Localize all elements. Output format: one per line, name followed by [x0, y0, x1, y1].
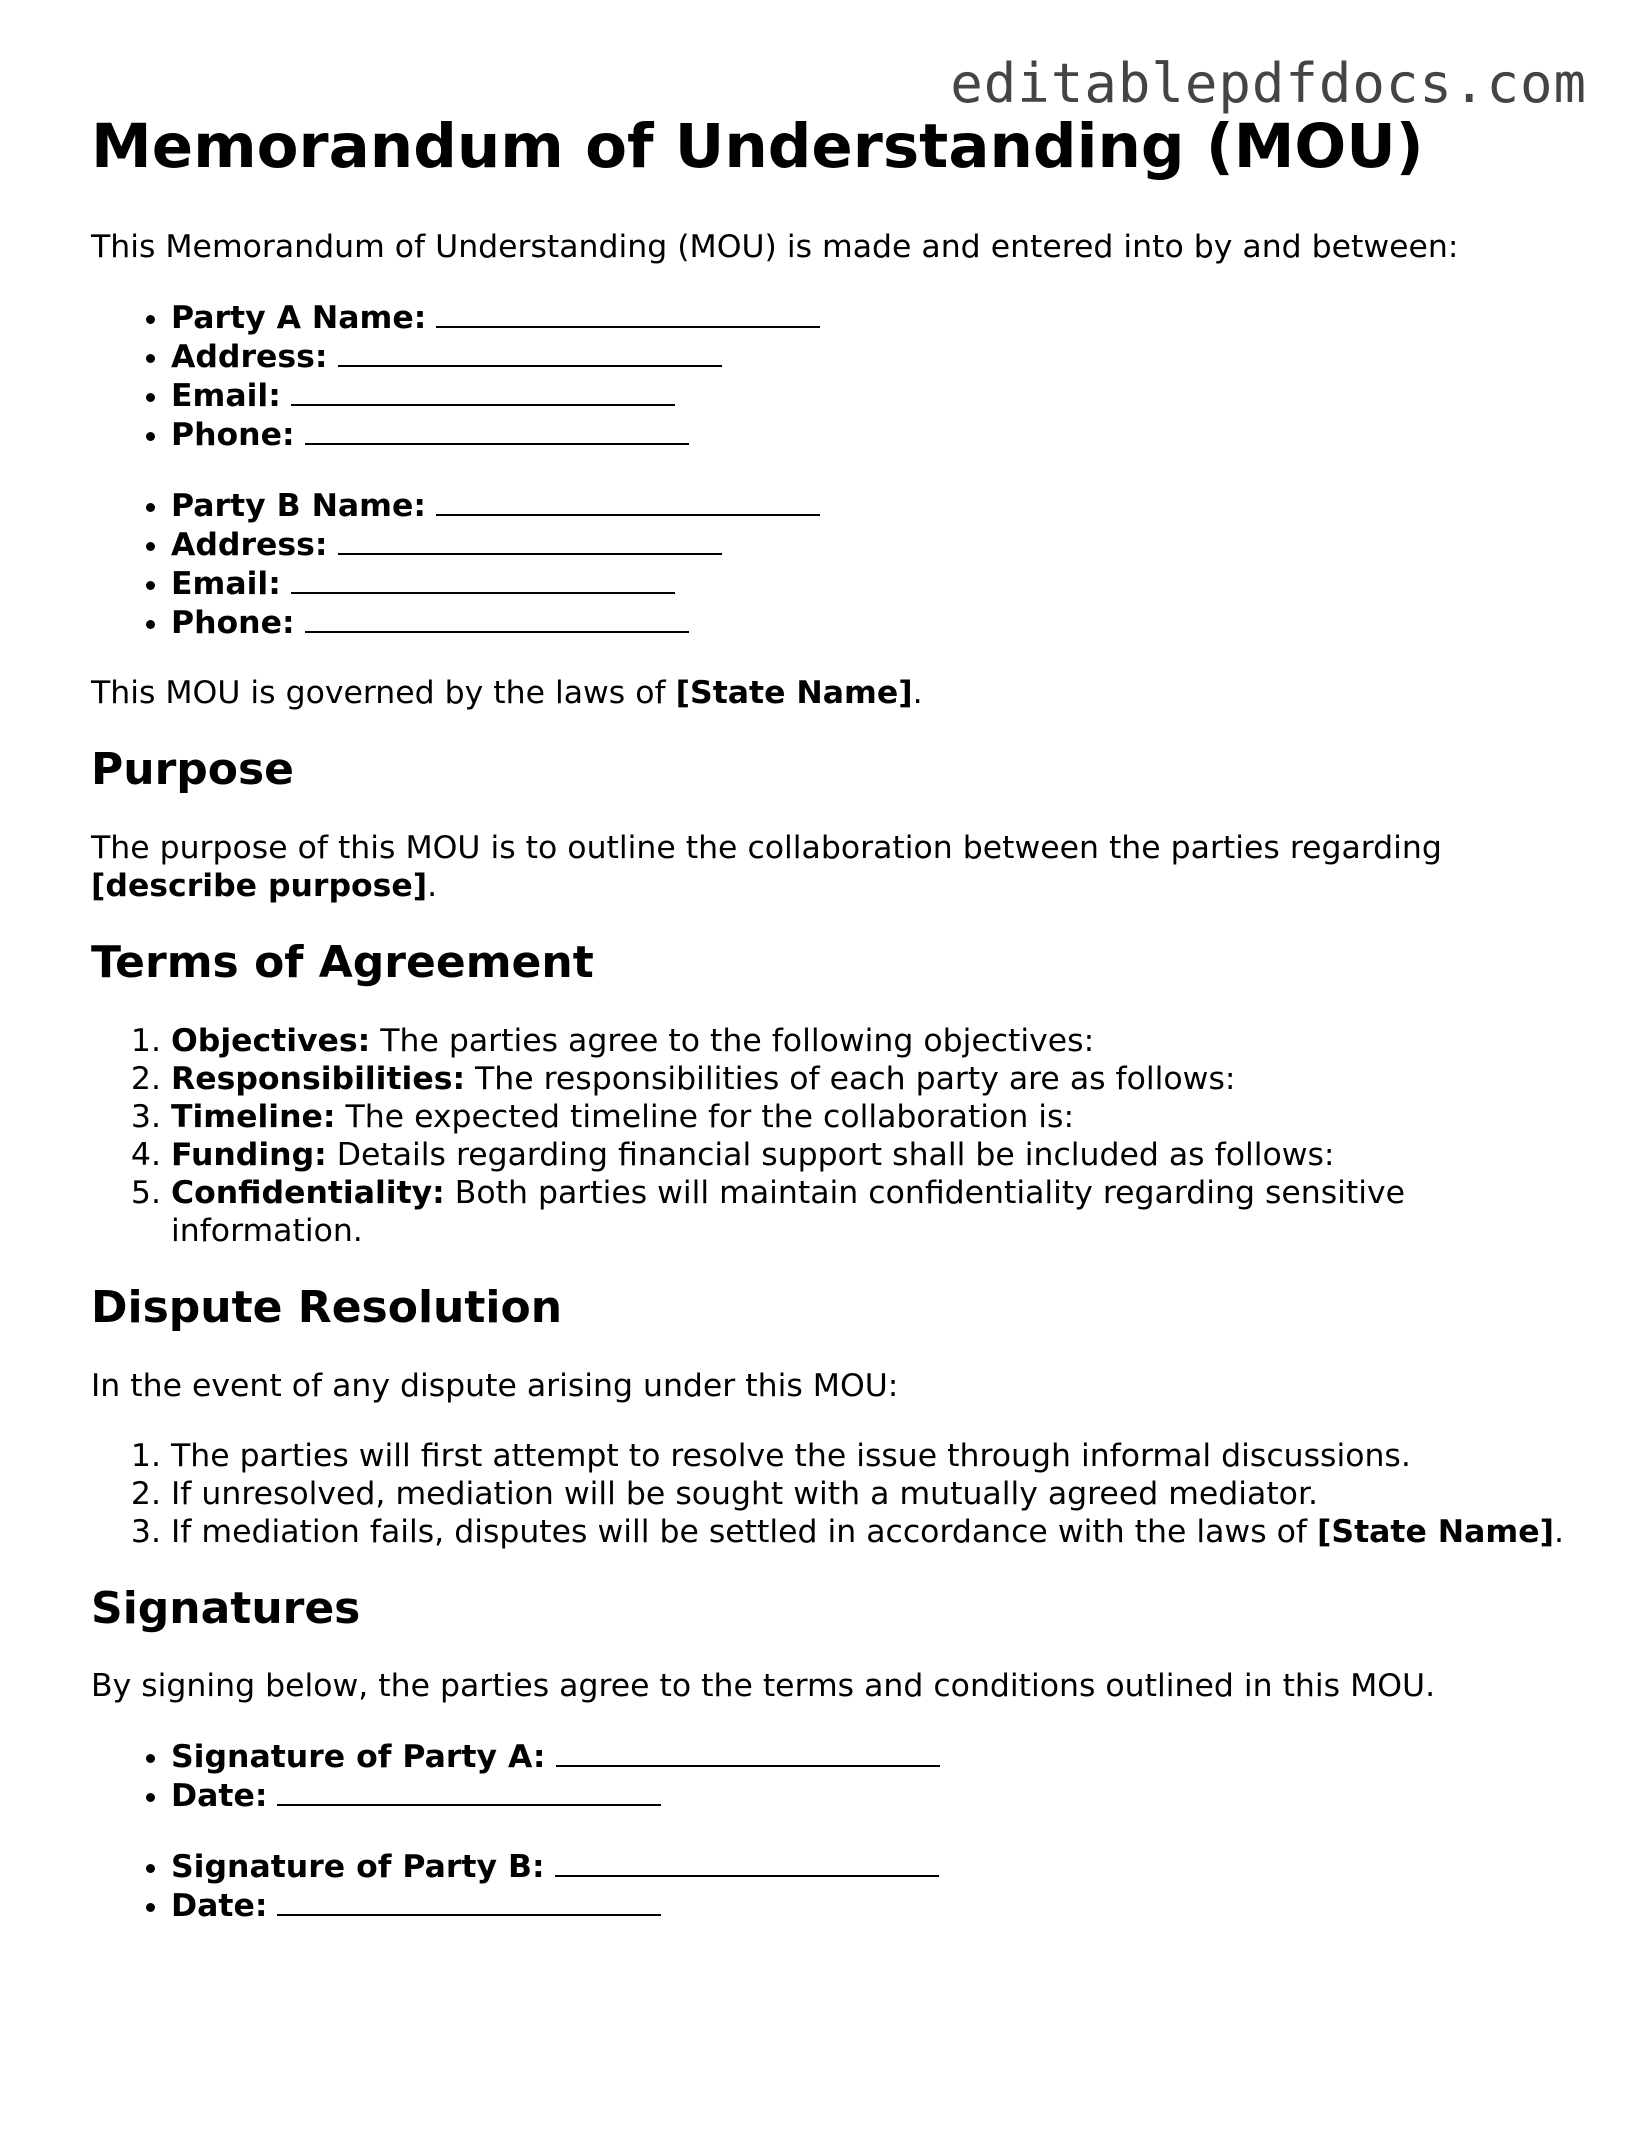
date-field: • Date:: [171, 1776, 1571, 1815]
blank-line[interactable]: [556, 1737, 940, 1767]
party-a-address-field: • Address:: [171, 337, 1571, 376]
party-b-address-field: • Address:: [171, 525, 1571, 564]
party-a-name-field: • Party A Name:: [171, 298, 1571, 337]
document-title: Memorandum of Understanding (MOU): [91, 111, 1424, 182]
dispute-item: 1. The parties will first attempt to resolve the issue through informal discussions.: [171, 1437, 1571, 1475]
terms-item: 2. Responsibilities: The responsibilities of each party are as follows:: [171, 1060, 1571, 1098]
signature-field: • Signature of Party B:: [171, 1847, 1571, 1886]
blank-line[interactable]: [305, 603, 689, 633]
party-a-fields: [91, 298, 1571, 454]
terms-heading: Terms of Agreement: [91, 936, 594, 988]
blank-line[interactable]: [291, 564, 675, 594]
date-field: • Date:: [171, 1886, 1571, 1925]
governing-law-paragraph: This MOU is governed by the laws of [State Name].: [91, 675, 923, 712]
signature-party-b: [91, 1847, 1571, 1925]
signatures-intro: By signing below, the parties agree to the terms and conditions outlined in this MOU.: [91, 1668, 1436, 1705]
signature-field: • Signature of Party A:: [171, 1737, 1571, 1776]
terms-item: 4. Funding: Details regarding financial support shall be included as follows:: [171, 1136, 1571, 1174]
blank-line[interactable]: [277, 1776, 661, 1806]
dispute-heading: Dispute Resolution: [91, 1281, 563, 1333]
terms-item: 5. Confidentiality: Both parties will maintain confidentiality regarding sensitive information.: [171, 1174, 1571, 1250]
terms-list: [91, 1022, 1571, 1250]
party-b-fields: [91, 486, 1571, 642]
blank-line[interactable]: [291, 376, 675, 406]
document-page: [91, 112, 1571, 1957]
purpose-paragraph: The purpose of this MOU is to outline the collaboration between the parties regarding [describe purpose].: [91, 829, 1442, 904]
blank-line[interactable]: [555, 1847, 939, 1877]
signatures-heading: Signatures: [91, 1582, 361, 1634]
party-b-phone-field: • Phone:: [171, 603, 1571, 642]
party-b-name-field: • Party B Name:: [171, 486, 1571, 525]
watermark: editablepdfdocs.com: [950, 52, 1587, 115]
party-a-phone-field: • Phone:: [171, 415, 1571, 454]
blank-line[interactable]: [277, 1886, 661, 1916]
dispute-list: [91, 1437, 1571, 1551]
blank-line[interactable]: [436, 486, 820, 516]
blank-line[interactable]: [338, 337, 722, 367]
party-a-email-field: • Email:: [171, 376, 1571, 415]
blank-line[interactable]: [436, 298, 820, 328]
dispute-item: 3. If mediation fails, disputes will be settled in accordance with the laws of [State Name].: [171, 1513, 1571, 1551]
terms-item: 3. Timeline: The expected timeline for the collaboration is:: [171, 1098, 1571, 1136]
terms-item: 1. Objectives: The parties agree to the following objectives:: [171, 1022, 1571, 1060]
signature-party-a: [91, 1737, 1571, 1815]
dispute-item: 2. If unresolved, mediation will be sought with a mutually agreed mediator.: [171, 1475, 1571, 1513]
dispute-intro: In the event of any dispute arising under this MOU:: [91, 1367, 899, 1404]
blank-line[interactable]: [305, 415, 689, 445]
purpose-heading: Purpose: [91, 744, 295, 796]
party-b-email-field: • Email:: [171, 564, 1571, 603]
intro-paragraph: This Memorandum of Understanding (MOU) is made and entered into by and between:: [91, 229, 1459, 266]
blank-line[interactable]: [338, 525, 722, 555]
